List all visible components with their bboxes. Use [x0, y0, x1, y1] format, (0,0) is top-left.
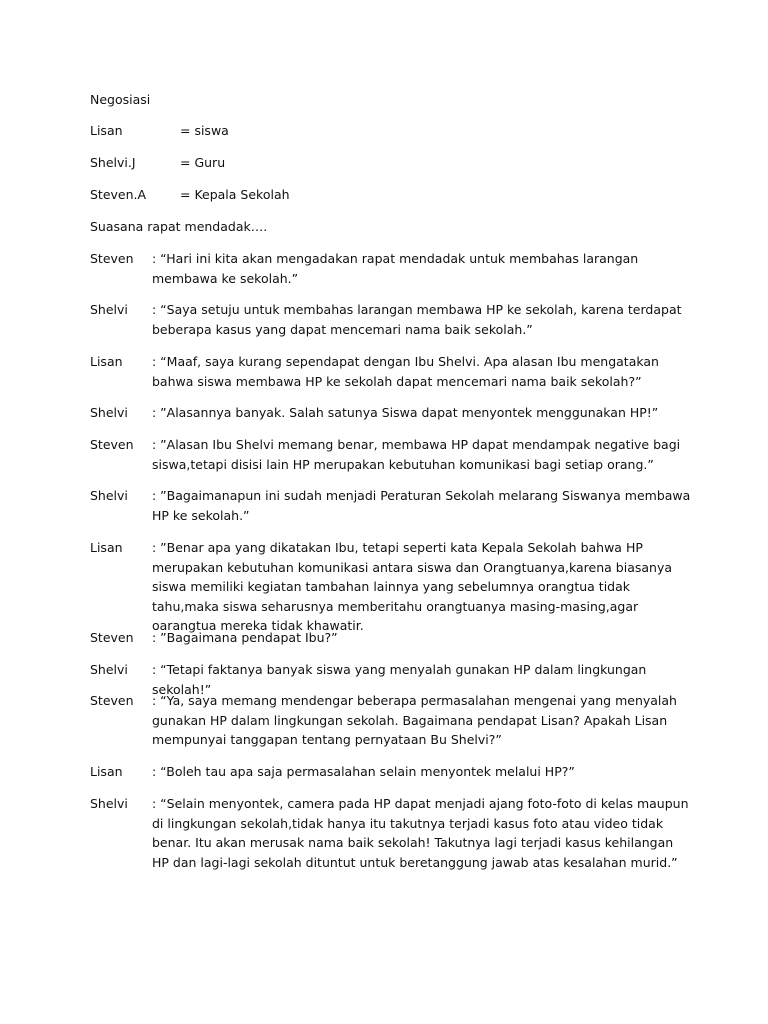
- dialog-speaker: Steven: [90, 693, 134, 708]
- dialog-text: : “Saya setuju untuk membahas larangan membawa HP ke sekolah, karena terdapat beberapa kasus yang dapat mencemari nama baik sekolah.”: [152, 302, 682, 337]
- dialog-text: : “Ya, saya memang mendengar beberapa permasalahan mengenai yang menyalah gunakan HP dalam lingkungan sekolah. Bagaimana pendapat Lisan? Apakah Lisan mempunyai tanggapan tentang pernyataan Bu Shelvi?”: [152, 693, 677, 747]
- dialog-speaker: Lisan: [90, 354, 123, 369]
- cast-role: = Guru: [180, 155, 226, 170]
- dialog-speaker: Shelvi: [90, 662, 128, 677]
- dialog-speaker: Steven: [90, 251, 134, 266]
- dialog-text: : ”Bagaimana pendapat Ibu?”: [152, 630, 338, 645]
- dialog-text: : “Boleh tau apa saja permasalahan selain menyontek melalui HP?”: [152, 764, 575, 779]
- dialog-speaker: Steven: [90, 437, 134, 452]
- dialog-speaker: Shelvi: [90, 488, 128, 503]
- cast-name: Steven.A: [90, 187, 147, 202]
- cast-line-shelvi: [90, 154, 225, 172]
- dialog-speaker: Shelvi: [90, 405, 128, 420]
- dialog-text: : ”Benar apa yang dikatakan Ibu, tetapi seperti kata Kepala Sekolah bahwa HP merupakan kebutuhan komunikasi antara siswa dan Orangtuanya,karena biasanya siswa memiliki kegiatan tambahan lainnya yang sebelumnya orangtua tidak tahu,maka siswa seharusnya memberitahu orangtuanya masing-masing,agar oarangtua mereka tidak khawatir.: [152, 540, 673, 633]
- dialog-text: : ”Alasan Ibu Shelvi memang benar, membawa HP dapat mendampak negative bagi siswa,tetapi disisi lain HP merupakan kebutuhan komunikasi bagi setiap orang.”: [152, 437, 681, 472]
- dialog-speaker: Lisan: [90, 764, 123, 779]
- document-title: Negosiasi: [90, 92, 151, 107]
- dialog-text: : ”Alasannya banyak. Salah satunya Siswa dapat menyontek menggunakan HP!”: [152, 405, 659, 420]
- dialog-text: : ”Bagaimanapun ini sudah menjadi Peraturan Sekolah melarang Siswanya membawa HP ke sekolah.”: [152, 488, 691, 523]
- dialog-text: : “Tetapi faktanya banyak siswa yang menyalah gunakan HP dalam lingkungan sekolah!”: [152, 662, 647, 697]
- dialog-speaker: Lisan: [90, 540, 123, 555]
- cast-role: = siswa: [180, 123, 229, 138]
- scene-description: Suasana rapat mendadak….: [90, 219, 268, 234]
- cast-name: Lisan: [90, 123, 123, 138]
- cast-role: = Kepala Sekolah: [180, 187, 290, 202]
- dialog-speaker: Shelvi: [90, 302, 128, 317]
- dialog-text: : “Selain menyontek, camera pada HP dapat menjadi ajang foto-foto di kelas maupun di lingkungan sekolah,tidak hanya itu takutnya terjadi kasus foto atau video tidak benar. Itu akan merusak nama baik sekolah! Takutnya lagi terjadi kasus kehilangan HP dan lagi-lagi sekolah dituntut untuk beretanggung jawab atas kesalahan murid.”: [152, 796, 689, 870]
- dialog-speaker: Shelvi: [90, 796, 128, 811]
- cast-line-lisan: [90, 122, 229, 140]
- cast-name: Shelvi.J: [90, 155, 136, 170]
- cast-line-steven: [90, 186, 290, 204]
- dialog-text: : “Maaf, saya kurang sependapat dengan Ibu Shelvi. Apa alasan Ibu mengatakan bahwa siswa membawa HP ke sekolah dapat mencemari nama baik sekolah?”: [152, 354, 659, 389]
- dialog-speaker: Steven: [90, 630, 134, 645]
- dialog-text: : “Hari ini kita akan mengadakan rapat mendadak untuk membahas larangan membawa ke sekolah.”: [152, 251, 639, 286]
